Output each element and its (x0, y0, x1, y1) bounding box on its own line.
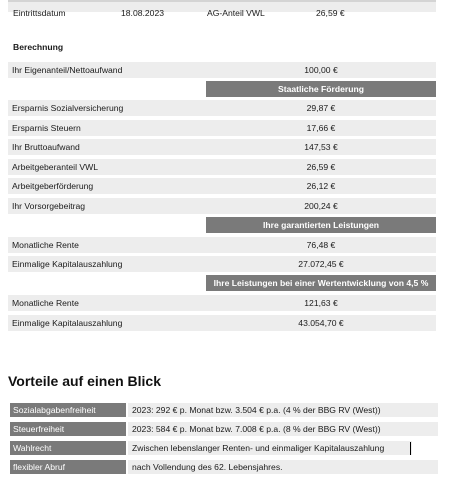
wertentwicklung-header: Ihre Leistungen bei einer Wertentwicklung von 4,5 % (206, 275, 436, 291)
eigenanteil-label: Ihr Eigenanteil/Nettoaufwand (8, 62, 207, 78)
eintrittsdatum-value: 18.08.2023 (121, 8, 165, 18)
garantiert-value: 27.072,45 € (206, 256, 436, 272)
foerderung-label: Ersparnis Sozialversicherung (8, 100, 207, 116)
eigenanteil-value: 100,00 € (206, 62, 436, 78)
wertentwicklung-label: Einmalige Kapitalauszahlung (8, 315, 207, 331)
garantiert-value: 76,48 € (206, 237, 436, 253)
wertentwicklung-label: Monatliche Rente (8, 295, 207, 311)
berechnung-heading: Berechnung (13, 42, 64, 52)
foerderung-label: Ihr Vorsorgebeitrag (8, 198, 207, 214)
text-cursor (410, 442, 411, 455)
foerderung-label: Ersparnis Steuern (8, 120, 207, 136)
wertentwicklung-value: 43.054,70 € (206, 315, 436, 331)
foerderung-label: Ihr Bruttoaufwand (8, 139, 207, 155)
garantiert-label: Monatliche Rente (8, 237, 207, 253)
foerderung-value: 26,12 € (206, 178, 436, 194)
foerderung-value: 17,66 € (206, 120, 436, 136)
garantiert-label: Einmalige Kapitalauszahlung (8, 256, 207, 272)
ag-anteil-vwl-value: 26,59 € (316, 8, 345, 18)
vorteil-label: Steuerfreiheit (10, 422, 126, 436)
vorteil-label: Wahlrecht (10, 441, 126, 455)
vorteil-text: 2023: 292 € p. Monat bzw. 3.504 € p.a. (4 % der BBG RV (West)) (128, 403, 438, 417)
vorteil-text: Zwischen lebenslanger Renten- und einmaliger Kapitalauszahlung (128, 441, 412, 455)
vorteil-text: 2023: 584 € p. Monat bzw. 7.008 € p.a. (8 % der BBG RV (West)) (128, 422, 438, 436)
foerderung-value: 29,87 € (206, 100, 436, 116)
eintrittsdatum-label: Eintrittsdatum (13, 8, 66, 18)
foerderung-value: 26,59 € (206, 159, 436, 175)
ag-anteil-vwl-label: AG-Anteil VWL (207, 8, 265, 18)
foerderung-value: 200,24 € (206, 198, 436, 214)
foerderung-value: 147,53 € (206, 139, 436, 155)
staatliche-foerderung-header: Staatliche Förderung (206, 81, 436, 97)
vorteil-text: nach Vollendung des 62. Lebensjahres. (128, 460, 438, 474)
wertentwicklung-value: 121,63 € (206, 295, 436, 311)
vorteile-heading: Vorteile auf einen Blick (8, 373, 162, 389)
vorteil-label: Sozialabgabenfreiheit (10, 403, 126, 417)
top-row-upper-edge (8, 0, 436, 2)
foerderung-label: Arbeitgeberanteil VWL (8, 159, 207, 175)
foerderung-label: Arbeitgeberförderung (8, 178, 207, 194)
garantierte-leistungen-header: Ihre garantierten Leistungen (206, 217, 436, 233)
vorteil-label: flexibler Abruf (10, 460, 126, 474)
